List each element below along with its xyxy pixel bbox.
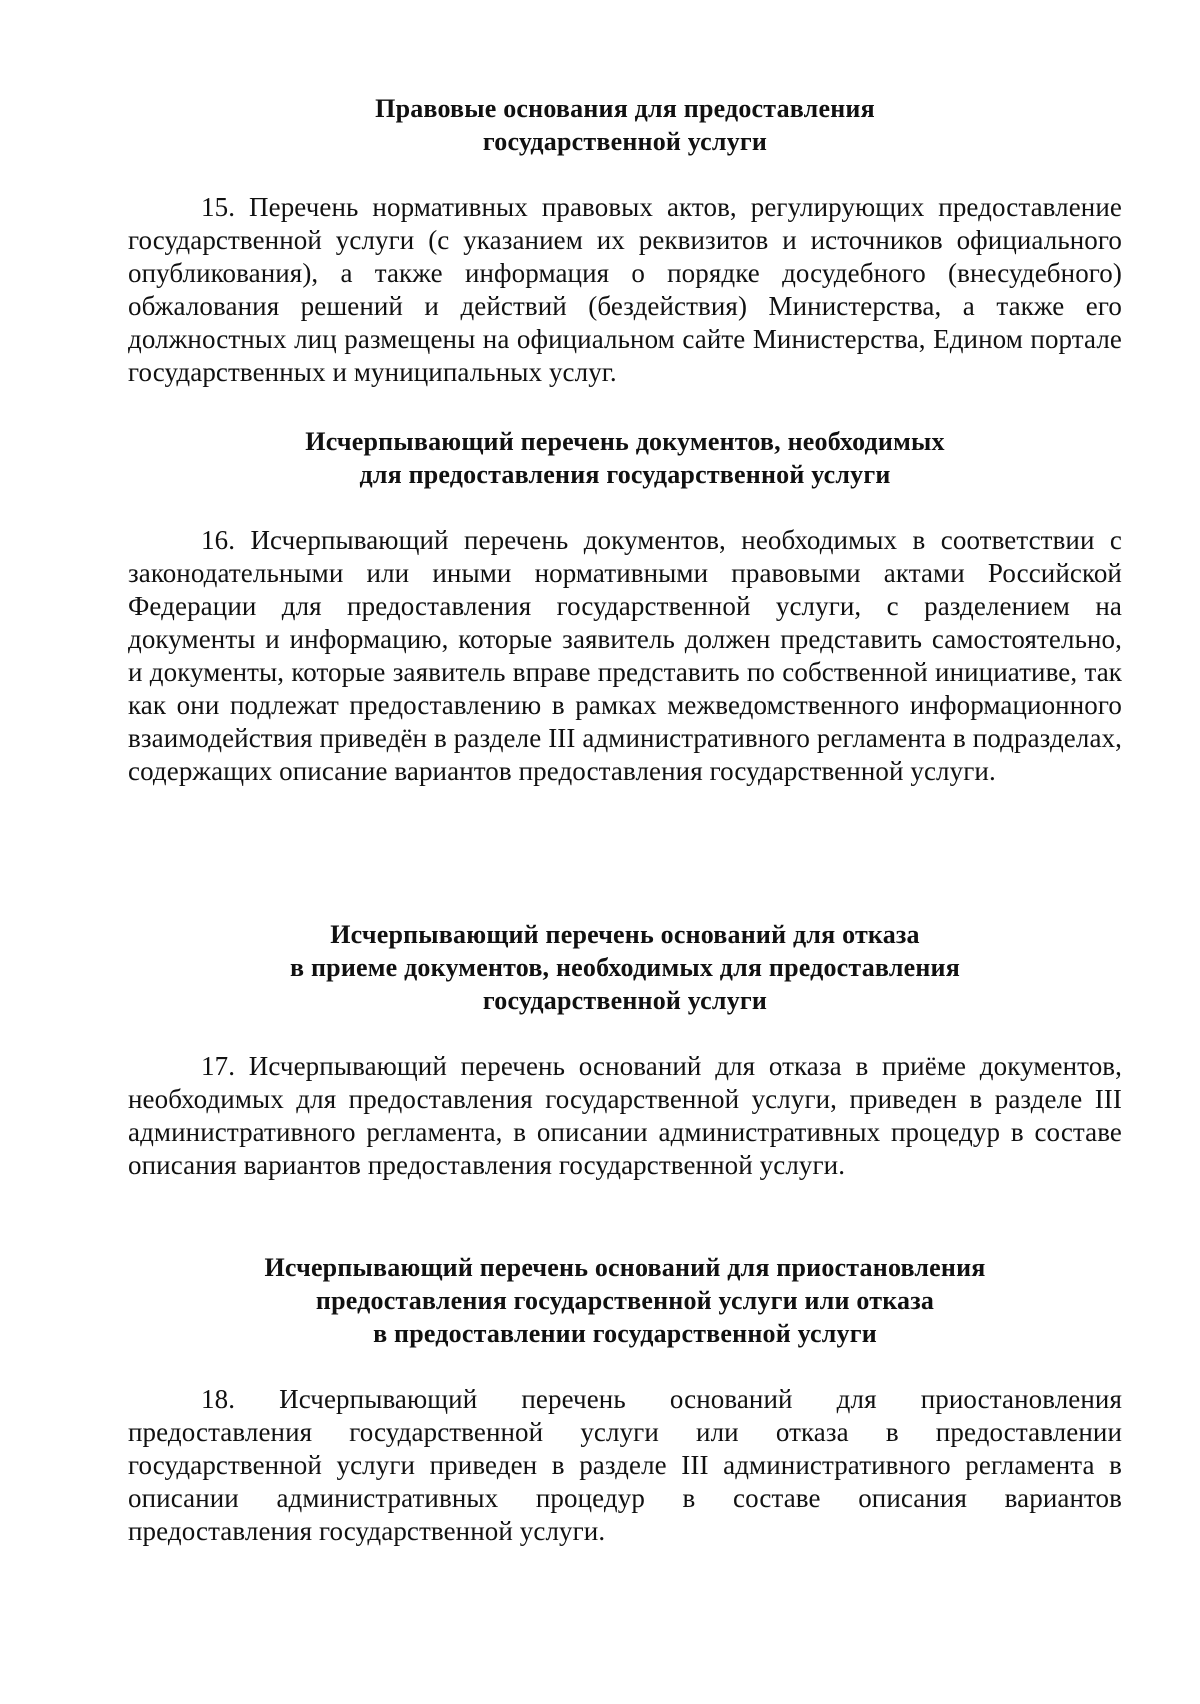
heading-line: в приеме документов, необходимых для предоставления — [290, 953, 960, 982]
heading-line: Исчерпывающий перечень оснований для приостановления — [264, 1253, 986, 1282]
heading-line: для предоставления государственной услуги — [359, 460, 891, 489]
paragraph-17: 17. Исчерпывающий перечень оснований для отказа в приёме документов, необходимых для предоставления государственной услуги, приведен в разделе III административного регламента, в описании административных процедур в составе описания вариантов предоставления государственной услуги. — [128, 1051, 1122, 1180]
paragraph-18: 18. Исчерпывающий перечень оснований для приостановления предоставления государственной услуги или отказа в предоставлении государственной услуги приведен в разделе III административного регламента в описании административных процедур в составе описания вариантов предоставления государственной услуги. — [128, 1384, 1122, 1546]
heading-line: государственной услуги — [482, 986, 768, 1015]
heading-line: в предоставлении государственной услуги — [373, 1319, 877, 1348]
paragraph-15: 15. Перечень нормативных правовых актов, регулирующих предоставление государственной услуги (с указанием их реквизитов и источников официального опубликования), а также информация о порядке досудебного (внесудебного) обжалования решений и действий (бездействия) Министерства, а также его должностных лиц размещены на официальном сайте Министерства, Едином портале государственных и муниципальных услуг. — [128, 192, 1122, 387]
section-suspension-refusal — [128, 1251, 1122, 1548]
section-refusal-reception — [128, 918, 1122, 1182]
heading-line: Исчерпывающий перечень оснований для отказа — [330, 920, 920, 949]
heading-line: государственной услуги — [482, 127, 768, 156]
section-heading — [128, 918, 1122, 1017]
section-documents-list — [128, 425, 1122, 788]
section-legal-basis — [128, 92, 1122, 389]
section-heading — [128, 1251, 1122, 1350]
heading-line: Исчерпывающий перечень документов, необходимых — [305, 427, 945, 456]
paragraph-16: 16. Исчерпывающий перечень документов, необходимых в соответствии с законодательными или иными нормативными правовыми актами Российской Федерации для предоставления государственной услуги, с разделением на документы и информацию, которые заявитель должен представить самостоятельно, и документы, которые заявитель вправе представить по собственной инициативе, так как они подлежат предоставлению в рамках межведомственного информационного взаимодействия приведён в разделе III административного регламента в подразделах, содержащих описание вариантов предоставления государственной услуги. — [128, 525, 1122, 786]
heading-line: Правовые основания для предоставления — [375, 94, 875, 123]
heading-line: предоставления государственной услуги или отказа — [315, 1286, 935, 1315]
section-heading — [128, 92, 1122, 158]
section-heading — [128, 425, 1122, 491]
